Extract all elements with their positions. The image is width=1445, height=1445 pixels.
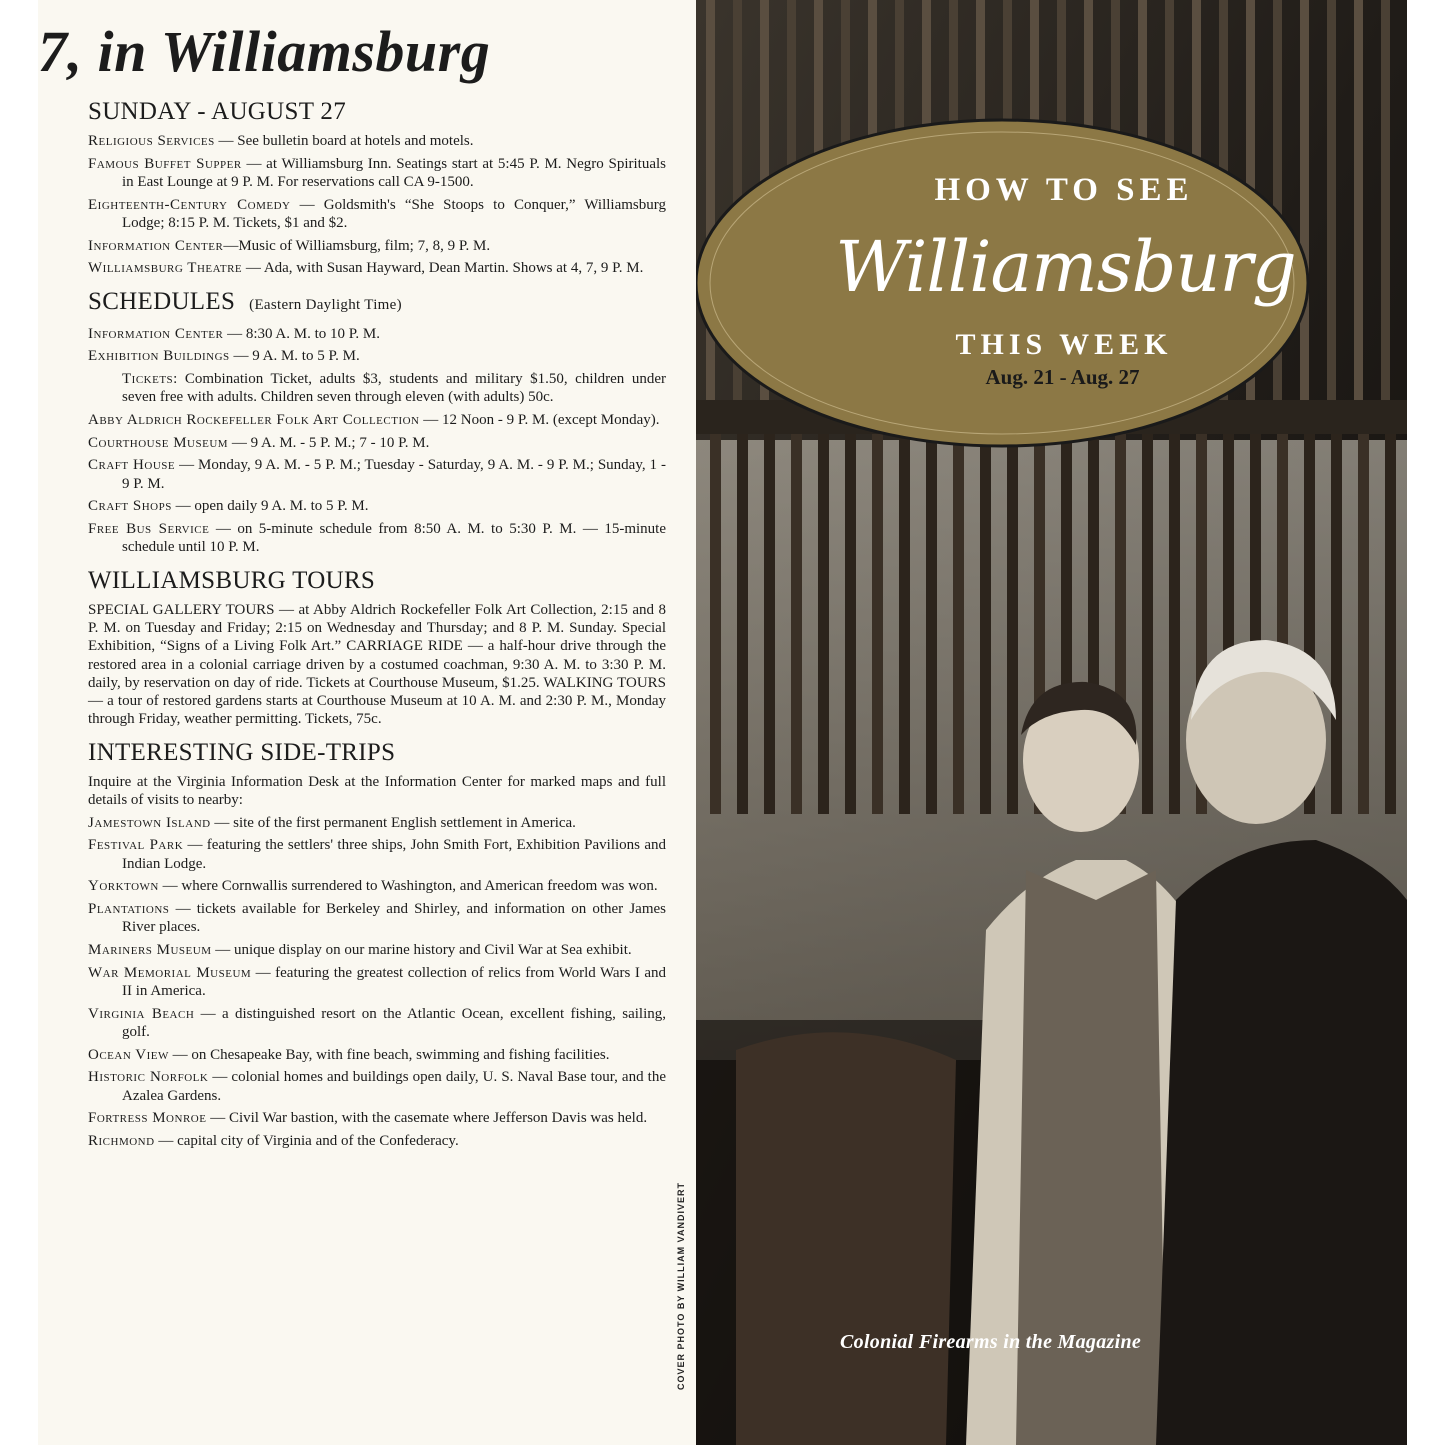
sunday-list (88, 132, 666, 278)
list-item (88, 836, 666, 873)
side-trips-intro: Inquire at the Virginia Information Desk at the Information Center for marked maps and full details of visits to nearby: (88, 773, 666, 809)
entry-heading: Ocean View (88, 1046, 169, 1063)
list-item (88, 347, 666, 365)
entry-heading: War Memorial Museum (88, 964, 252, 981)
list-item (88, 1068, 666, 1105)
entry-heading: Jamestown Island (88, 814, 211, 831)
entry-text: — at Williamsburg Inn. Seatings start at 5:45 P. M. Negro Spirituals in East Lounge at 9 P. M. For reservations call CA 9-1500. (122, 155, 666, 190)
entry-text: — 9 A. M. - 5 P. M.; 7 - 10 P. M. (228, 434, 430, 451)
entry-heading: Plantations (88, 901, 170, 918)
rifle-stock (872, 434, 883, 814)
entry-text: — 8:30 A. M. to 10 P. M. (223, 325, 381, 342)
entry-text: — Ada, with Susan Hayward, Dean Martin. Shows at 4, 7, 9 P. M. (242, 260, 644, 277)
rifle-stock (899, 434, 910, 814)
entry-heading: Yorktown (88, 878, 159, 895)
cover-line-how-to-see: HOW TO SEE (934, 172, 1194, 208)
entry-text: — 9 A. M. to 5 P. M. (229, 348, 360, 365)
rifle-stock (980, 434, 991, 814)
schedule-content (88, 98, 666, 1155)
entry-text: — featuring the greatest collection of relics from World Wars I and II in America. (122, 964, 666, 1000)
entry-text: : Combination Ticket, adults $3, students and military $1.50, children under seven free with adults. Children seven through eleven (with adults) 50c. (122, 371, 666, 406)
list-item (88, 1109, 666, 1127)
entry-text: — site of the first permanent English settlement in America. (210, 814, 576, 831)
schedules-subtitle: (Eastern Daylight Time) (249, 296, 402, 313)
tours-title: WILLIAMSBURG TOURS (88, 566, 376, 594)
entry-text: — on 5-minute schedule from 8:50 A. M. to 5:30 P. M. — 15-minute schedule until 10 P. M. (122, 521, 666, 556)
entry-heading: Williamsburg Theatre (88, 260, 243, 277)
schedules-title-text: SCHEDULES (88, 287, 236, 315)
list-item (88, 411, 666, 429)
entry-text: — Civil War bastion, with the casemate where Jefferson Davis was held. (206, 1110, 648, 1127)
entry-text: — capital city of Virginia and of the Confederacy. (154, 1133, 459, 1150)
entry-text: — where Cornwallis surrendered to Washington, and American freedom was won. (158, 878, 658, 895)
entry-text: — a distinguished resort on the Atlantic Ocean, excellent fishing, sailing, golf. (122, 1005, 666, 1041)
rifle-stock (926, 434, 937, 814)
list-item (88, 520, 666, 557)
list-item (88, 900, 666, 937)
page-headline: 7, in Williamsburg (38, 19, 491, 84)
entry-heading: Information Center (88, 237, 224, 254)
rifle-stock (791, 434, 802, 814)
list-item (88, 1132, 666, 1150)
cover-dates: Aug. 21 - Aug. 27 (985, 365, 1140, 389)
rifle-stock (1142, 434, 1153, 814)
entry-heading: Mariners Museum (88, 942, 212, 959)
entry-heading: Information Center (88, 325, 224, 342)
list-item (88, 325, 666, 343)
list-item (88, 370, 666, 407)
schedules-title (88, 288, 666, 319)
entry-heading: Richmond (88, 1133, 155, 1150)
rifle-stock (1331, 434, 1342, 814)
cover-photo (696, 0, 1407, 1445)
rifle-stock (818, 434, 829, 814)
entry-text: — open daily 9 A. M. to 5 P. M. (171, 498, 369, 515)
list-item (88, 941, 666, 959)
photo-credit: COVER PHOTO BY WILLIAM VANDIVERT (676, 1181, 686, 1390)
schedules-list (88, 325, 666, 557)
sunday-title: SUNDAY - AUGUST 27 (88, 98, 346, 125)
entry-text: — Goldsmith's “She Stoops to Conquer,” Williamsburg Lodge; 8:15 P. M. Tickets, $1 and $2. (122, 196, 666, 231)
rifle-stock (764, 434, 775, 814)
side-trips-title: INTERESTING SIDE-TRIPS (88, 738, 396, 766)
left-page (38, 0, 698, 1445)
entry-heading: Craft Shops (88, 498, 172, 515)
list-item (88, 877, 666, 895)
entry-text: —Music of Williamsburg, film; 7, 8, 9 P. M. (223, 237, 491, 254)
entry-heading: Virginia Beach (88, 1005, 195, 1022)
entry-heading: Famous Buffet Supper (88, 155, 242, 172)
list-item (88, 964, 666, 1001)
entry-heading: Abby Aldrich Rockefeller Folk Art Collection (88, 412, 420, 428)
firearms-photo-illustration (696, 0, 1407, 1445)
entry-text: — unique display on our marine history and Civil War at Sea exhibit. (211, 942, 632, 959)
rifle-stock (737, 434, 748, 814)
rifle-stock (1169, 434, 1180, 814)
tours-text: SPECIAL GALLERY TOURS — at Abby Aldrich Rockefeller Folk Art Collection, 2:15 and 8 P. M. on Tuesday and Friday; 2:15 on Wednesday and Thursday; and 8 P. M. Sunday. Special Exhibition, “Signs of a Living Folk Art.” CARRIAGE RIDE — a half-hour drive through the restored area in a colonial carriage driven by a costumed coachman, 9:30 A. M. to 3:30 P. M. daily, by reservation on day of ride. Tickets at Courthouse Museum, $1.25. WALKING TOURS — a tour of restored gardens starts at Courthouse Museum at 10 A. M. and 2:30 P. M., Monday through Friday, weather permitting. Tickets, 75c. (88, 601, 666, 728)
entry-heading: Historic Norfolk (88, 1069, 209, 1086)
entry-text: — 12 Noon - 9 P. M. (except Monday). (419, 412, 660, 428)
cover-script-title: Williamsburg (835, 226, 1296, 308)
entry-text: — on Chesapeake Bay, with fine beach, swimming and fishing facilities. (168, 1046, 610, 1063)
rifle-stock (1385, 434, 1396, 814)
list-item (88, 814, 666, 832)
entry-heading: Free Bus Service (88, 521, 210, 538)
list-item (88, 1046, 666, 1064)
list-item (88, 155, 666, 192)
entry-heading: Fortress Monroe (88, 1110, 207, 1127)
entry-heading: Craft House (88, 457, 176, 474)
list-item (88, 196, 666, 233)
list-item (88, 237, 666, 255)
photo-caption: Colonial Firearms in the Magazine (840, 1331, 1142, 1353)
list-item (88, 434, 666, 452)
list-item (88, 132, 666, 150)
rifle-stock (710, 434, 721, 814)
side-trips-list (88, 814, 666, 1151)
list-item (88, 259, 666, 277)
entry-text: — Monday, 9 A. M. - 5 P. M.; Tuesday - Saturday, 9 A. M. - 9 P. M.; Sunday, 1 - 9 P. M. (122, 457, 666, 492)
list-item (88, 456, 666, 493)
entry-heading: Exhibition Buildings (88, 348, 230, 365)
list-item (88, 1005, 666, 1042)
entry-text: — colonial homes and buildings open daily, U. S. Naval Base tour, and the Azalea Gardens. (122, 1069, 666, 1104)
entry-text: — tickets available for Berkeley and Shirley, and information on other James River places. (122, 901, 666, 936)
cover-line-this-week: THIS WEEK (955, 328, 1173, 361)
entry-text: — featuring the settlers' three ships, John Smith Fort, Exhibition Pavilions and Indian Lodge. (122, 837, 666, 872)
rifle-stock (1358, 434, 1369, 814)
list-item (88, 497, 666, 515)
entry-heading: Religious Services (88, 133, 215, 149)
entry-heading: Tickets (122, 371, 174, 388)
rifle-stock (1007, 434, 1018, 814)
rifle-stock (953, 434, 964, 814)
entry-text: — See bulletin board at hotels and motels. (214, 133, 474, 149)
page-edge (1407, 0, 1445, 1445)
rifle-stock (845, 434, 856, 814)
entry-heading: Courthouse Museum (88, 434, 229, 451)
entry-heading: Festival Park (88, 837, 184, 854)
entry-heading: Eighteenth-Century Comedy (88, 196, 291, 213)
